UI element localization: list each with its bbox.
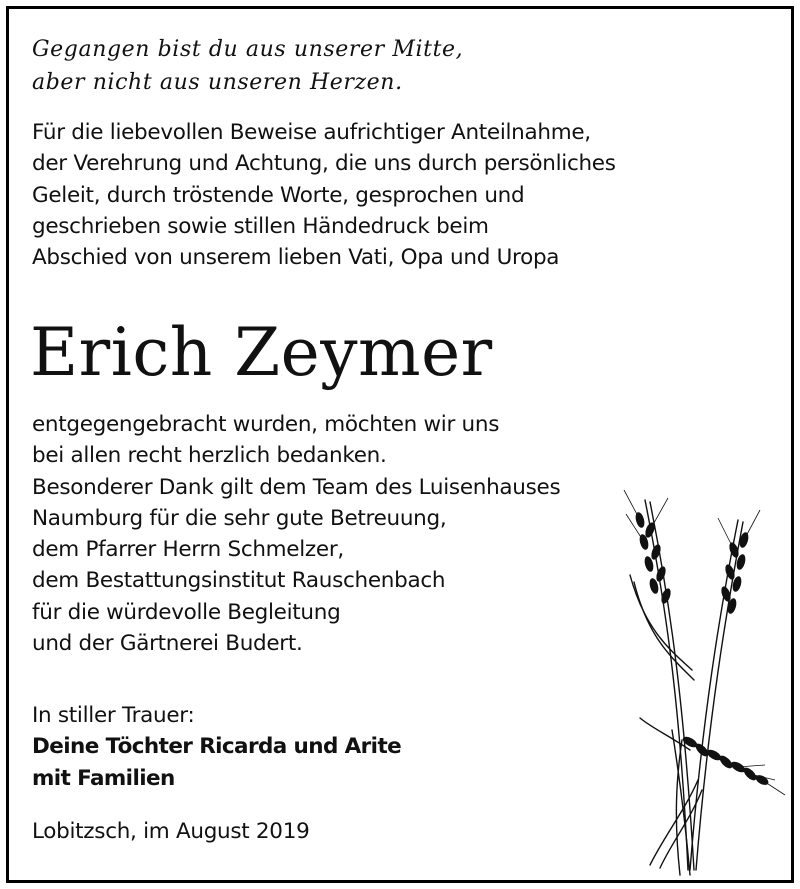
thanks-line: dem Pfarrer Herrn Schmelzer, — [32, 537, 344, 563]
thanks-line: für die würdevolle Begleitung — [32, 599, 341, 625]
intro-paragraph — [32, 117, 616, 273]
intro-line: der Verehrung und Achtung, die uns durch persönliches — [32, 151, 616, 177]
wheat-icon — [610, 480, 790, 880]
thanks-line: dem Bestattungsinstitut Rauschenbach — [32, 568, 446, 594]
motto — [32, 33, 463, 99]
thanks-line: Besonderer Dank gilt dem Team des Luisenhauses — [32, 474, 561, 500]
thanks-paragraph — [32, 409, 560, 659]
thanks-line: und der Gärtnerei Budert. — [32, 631, 303, 657]
intro-line: Für die liebevollen Beweise aufrichtiger Anteilnahme, — [32, 120, 591, 145]
family-line: Deine Töchter Ricarda und Arite — [32, 734, 402, 760]
intro-line: Abschied von unserem lieben Vati, Opa und Uropa — [32, 245, 560, 271]
thanks-line: entgegengebracht wurden, möchten wir uns — [32, 412, 500, 437]
thanks-line: bei allen recht herzlich bedanken. — [32, 443, 387, 469]
deceased-name: Erich Zeymer — [30, 314, 493, 391]
mourning-label: In stiller Trauer: — [32, 703, 195, 728]
motto-line: aber nicht aus unseren Herzen. — [32, 70, 403, 95]
family-line: mit Familien — [32, 765, 175, 791]
intro-line: geschrieben sowie stillen Händedruck beim — [32, 213, 489, 239]
mourning-block — [32, 700, 401, 794]
place-date: Lobitzsch, im August 2019 — [32, 819, 310, 844]
intro-line: Geleit, durch tröstende Worte, gesprochen und — [32, 182, 525, 208]
thanks-line: Naumburg für die sehr gute Betreuung, — [32, 505, 447, 531]
motto-line: Gegangen bist du aus unserer Mitte, — [32, 37, 464, 62]
